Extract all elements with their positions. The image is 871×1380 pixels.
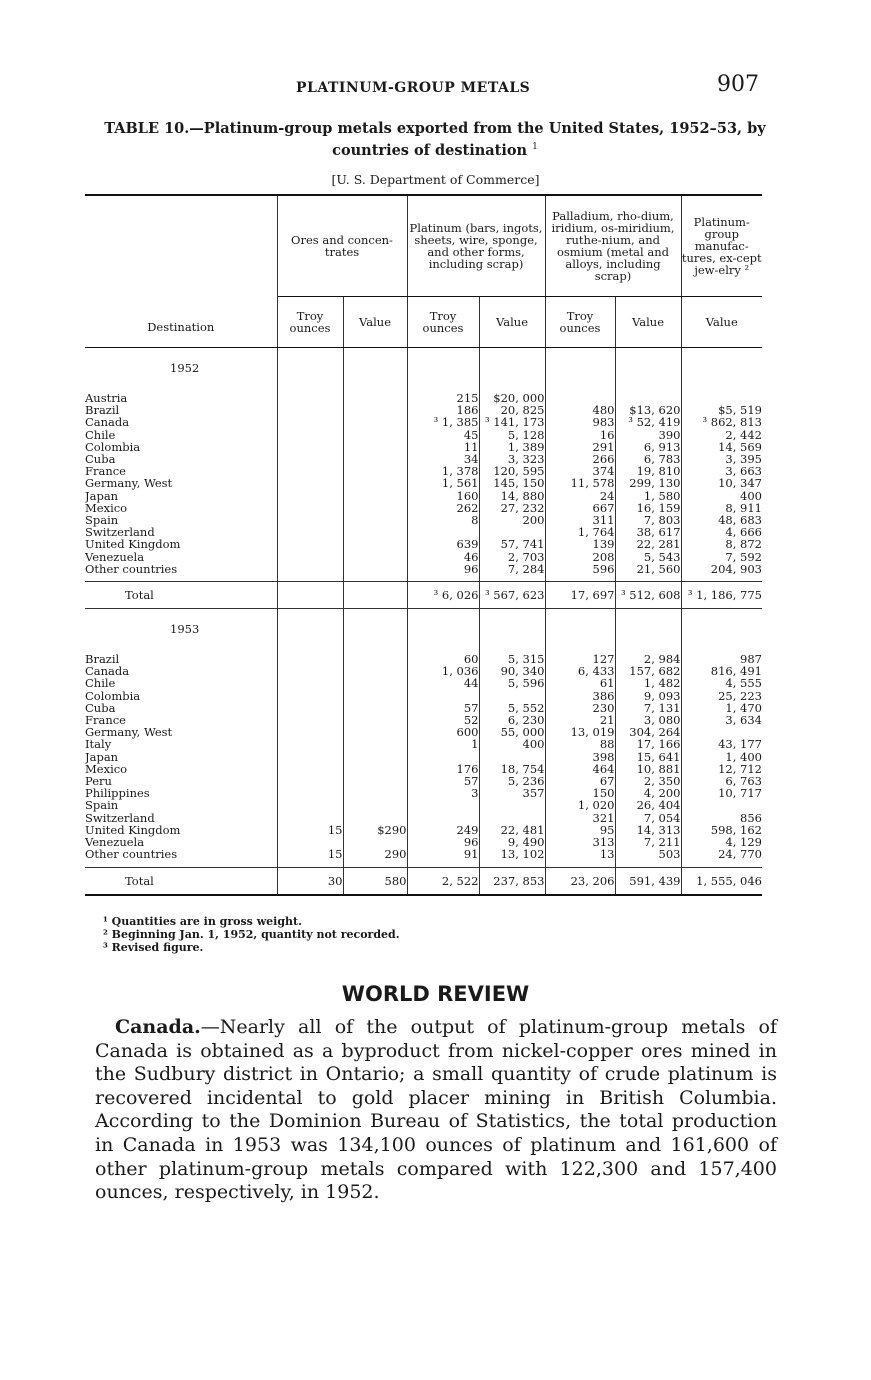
running-head-title: PLATINUM-GROUP METALS — [296, 80, 531, 96]
body-paragraph — [95, 1016, 777, 1205]
exports-table — [85, 194, 762, 896]
footnote-2: ² Beginning Jan. 1, 1952, quantity not recorded. — [103, 928, 400, 941]
footnote-1: ¹ Quantities are in gross weight. — [103, 915, 302, 928]
total-palladium-troy-1953: 23, 206 — [545, 867, 615, 895]
table-caption-text: TABLE 10.—Platinum-group metals exported from the United States, 1952–53, by countries of destination — [104, 120, 766, 159]
header-manufactures: Platinum-group manufac-tures, ex-cept jew-elry ² — [681, 195, 762, 297]
total-row-1953 — [85, 867, 762, 895]
header-platinum-value: Value — [479, 297, 545, 348]
total-row-1952 — [85, 582, 762, 609]
total-platinum-value-1952: ³ 567, 623 — [479, 582, 545, 609]
footnote-3: ³ Revised figure. — [103, 941, 204, 954]
ores-value-1953: $290 290 — [343, 649, 407, 867]
ores-troy-1952 — [277, 388, 343, 582]
header-ores: Ores and concen-trates — [277, 195, 407, 297]
total-platinum-value-1953: 237, 853 — [479, 867, 545, 895]
paragraph-lead: Canada. — [115, 1016, 201, 1038]
total-ores-value-1952 — [343, 582, 407, 609]
header-destination: Destination — [85, 195, 277, 348]
table-caption — [80, 120, 790, 160]
year-row-1952 — [85, 348, 762, 389]
table-source: [U. S. Department of Commerce] — [331, 172, 540, 187]
page-number: 907 — [717, 72, 759, 97]
total-platinum-troy-1952: ³ 6, 026 — [407, 582, 479, 609]
total-label-1952: Total — [85, 582, 277, 609]
total-manufactures-value-1952: ³ 1, 186, 775 — [681, 582, 762, 609]
caption-footnote-mark: 1 — [532, 142, 538, 152]
header-palladium: Palladium, rho-dium, iridium, os-miridium, ruthe-nium, and osmium (metal and alloys, including scrap) — [545, 195, 681, 297]
total-palladium-troy-1952: 17, 697 — [545, 582, 615, 609]
total-ores-value-1953: 580 — [343, 867, 407, 895]
palladium-value-1953: 2, 984 157, 682 1, 482 9, 093 7, 131 3, 080 304, 264 17, 166 15, 641 10, 881 2, 350 4, 200 26, 404 7, 054 14, 313 7, 211 503 — [615, 649, 681, 867]
header-platinum: Platinum (bars, ingots, sheets, wire, sponge, and other forms, including scrap) — [407, 195, 545, 297]
total-palladium-value-1952: ³ 512, 608 — [615, 582, 681, 609]
header-row-groups — [85, 195, 762, 297]
header-manufactures-value: Value — [681, 297, 762, 348]
manufactures-value-1953: 987 816, 491 4, 555 25, 223 1, 470 3, 634 43, 177 1, 400 12, 712 6, 763 10, 717 856 598, 162 4, 129 24, 770 — [710, 652, 762, 862]
ores-troy-1953: 15 15 — [277, 649, 343, 867]
year-label-1953: 1953 — [85, 609, 277, 650]
palladium-value-1952: $13, 620 ³ 52, 419 390 6, 913 6, 783 19, 810 299, 130 1, 580 16, 159 7, 803 38, 617 22, 281 5, 543 21, 560 — [615, 388, 681, 582]
data-block-1952 — [85, 388, 762, 582]
total-ores-troy-1952 — [277, 582, 343, 609]
ores-value-1952 — [343, 388, 407, 582]
header-palladium-value: Value — [615, 297, 681, 348]
total-platinum-troy-1953: 2, 522 — [407, 867, 479, 895]
header-ores-troy: Troy ounces — [277, 297, 343, 348]
platinum-value-1953: 5, 315 90, 340 5, 596 5, 552 6, 230 55, 000 400 18, 754 5, 236 357 22, 481 9, 490 13, 102 — [479, 649, 545, 867]
year-label-1952: 1952 — [85, 348, 277, 389]
header-ores-value: Value — [343, 297, 407, 348]
total-palladium-value-1953: 591, 439 — [615, 867, 681, 895]
country-list-1953: Brazil Canada Chile Colombia Cuba France Germany, West Italy Japan Mexico Peru Philippines Spain Switzerland United Kingdom Venezuela Other countries — [85, 649, 277, 867]
paragraph-text: —Nearly all of the output of platinum-group metals of Canada is obtained as a byproduct from nickel-copper ores mined in the Sudbury district in Ontario; a small quantity of crude platinum is recovered incidental to gold placer mining in British Columbia. According to the Dominion Bureau of Statistics, the total production in Canada in 1953 was 134,100 ounces of platinum and 161,600 of other platinum-group metals compared with 122,300 and 157,400 ounces, respectively, in 1952. — [95, 1016, 777, 1204]
total-label-1953: Total — [85, 867, 277, 895]
header-palladium-troy: Troy ounces — [545, 297, 615, 348]
platinum-value-1952: $20, 000 20, 825 ³ 141, 173 5, 128 1, 389 3, 323 120, 595 145, 150 14, 880 27, 232 200 57, 741 2, 703 7, 284 — [479, 388, 545, 582]
palladium-troy-1953: 127 6, 433 61 386 230 21 13, 019 88 398 464 67 150 1, 020 321 95 313 13 — [545, 649, 615, 867]
footnotes — [103, 915, 400, 954]
total-manufactures-value-1953: 1, 555, 046 — [681, 867, 762, 895]
country-list-1952: Austria Brazil Canada Chile Colombia Cuba France Germany, West Japan Mexico Spain Switzerland United Kingdom Venezuela Other countries — [85, 388, 277, 582]
data-block-1953 — [85, 649, 762, 867]
year-row-1953 — [85, 609, 762, 650]
total-ores-troy-1953: 30 — [277, 867, 343, 895]
platinum-troy-1953: 60 1, 036 44 57 52 600 1 176 57 3 249 96 91 — [407, 649, 479, 867]
platinum-troy-1952: 215 186 ³ 1, 385 45 11 34 1, 378 1, 561 160 262 8 639 46 96 — [407, 388, 479, 582]
palladium-troy-1952: 480 983 16 291 266 374 11, 578 24 667 311 1, 764 139 208 596 — [545, 388, 615, 582]
header-platinum-troy: Troy ounces — [407, 297, 479, 348]
section-title: WORLD REVIEW — [341, 982, 530, 1006]
manufactures-value-1952: $5, 519 ³ 862, 813 2, 442 14, 569 3, 395 3, 663 10, 347 400 8, 911 48, 683 4, 666 8, 872 7, 592 204, 903 — [702, 403, 762, 576]
